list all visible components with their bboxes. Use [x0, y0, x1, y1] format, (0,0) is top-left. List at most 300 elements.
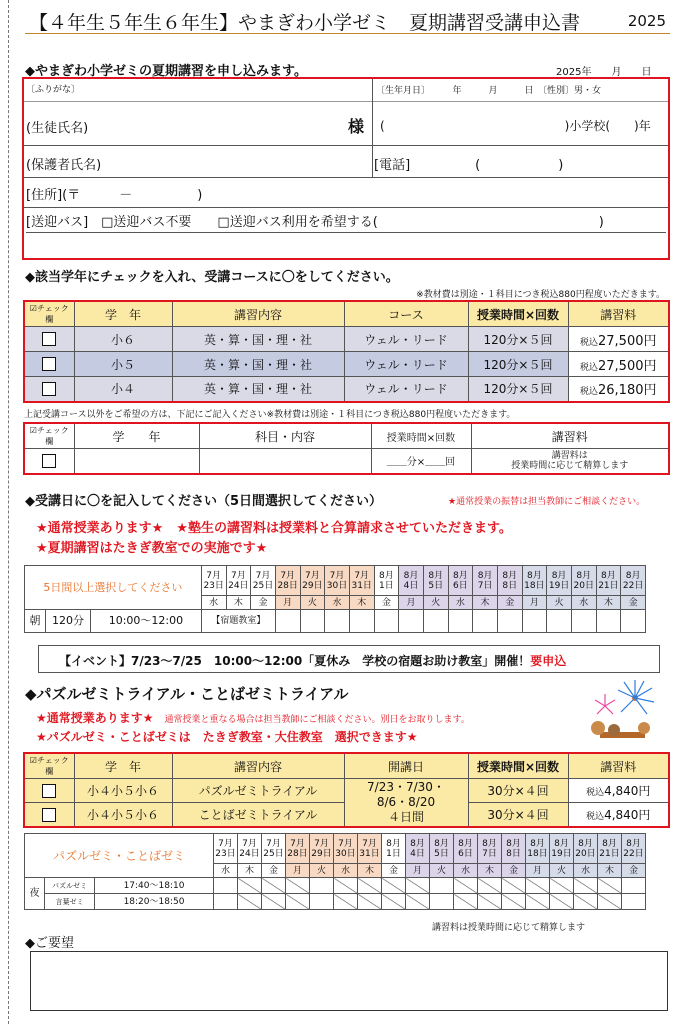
slot-cell[interactable] — [214, 878, 238, 894]
calendar-date-cell — [574, 834, 598, 864]
calendar-day: 7日 — [482, 848, 497, 859]
slot-cell[interactable] — [310, 878, 334, 894]
calendar-month: 8月 — [625, 570, 641, 581]
slot-cell[interactable] — [300, 610, 325, 633]
calendar-date-cell — [325, 566, 350, 596]
phone-label: [電話] ( ) — [374, 158, 564, 173]
bus-label: [送迎バス] □送迎バス不要 □送迎バス利用を希望する( ) — [26, 215, 604, 230]
other-time-input[interactable]: ＿＿分×＿＿回 — [371, 449, 471, 474]
calendar-weekday: 水 — [448, 596, 473, 610]
birth-gender-field[interactable] — [372, 79, 668, 102]
puzzle-th-grade: 学 年 — [74, 753, 172, 779]
puzzle-grade: 小４小５小６ — [74, 803, 172, 827]
calendar-weekday: 木 — [358, 864, 382, 878]
calendar-month: 8月 — [458, 838, 473, 849]
puzzle-check-2[interactable] — [24, 803, 74, 827]
course-time: 120分×５回 — [468, 327, 568, 352]
calendar-date-cell — [214, 834, 238, 864]
course-heading: ◆該当学年にチェックを入れ、受講コースに〇をしてください。 — [25, 270, 399, 285]
fee-prefix: 税込 — [579, 387, 598, 398]
school-field[interactable] — [372, 101, 668, 146]
slot-cell — [478, 894, 502, 910]
calendar-day: 6日 — [458, 848, 473, 859]
puzzle-period: 夜 — [25, 878, 45, 910]
calendar-weekday: 金 — [622, 864, 646, 878]
furigana-label: 〔ふりがな〕 — [26, 85, 81, 95]
calendar-date-cell — [430, 834, 454, 864]
course-check-4[interactable] — [24, 377, 74, 402]
calendar-date-cell — [226, 566, 251, 596]
slot-cell[interactable] — [621, 610, 646, 633]
slot-cell[interactable] — [214, 894, 238, 910]
other-th-fee: 講習料 — [471, 423, 669, 449]
checkbox-icon[interactable] — [42, 454, 56, 468]
calendar-month: 7月 — [338, 838, 353, 849]
schedule-calendar — [24, 565, 646, 633]
calendar-weekday: 金 — [621, 596, 646, 610]
slot-cell[interactable] — [547, 610, 572, 633]
calendar-month: 7月 — [266, 838, 281, 849]
birth-label: 〔生年月日〕 年 月 日 〔性別〕男・女 — [376, 86, 602, 96]
calendar-day: 8日 — [502, 580, 518, 591]
puzzle-sub2-name: 言葉ゼミ — [45, 894, 95, 910]
calendar-date-cell — [547, 566, 572, 596]
calendar-weekday: 木 — [349, 596, 374, 610]
calendar-date-cell — [262, 834, 286, 864]
fireworks-illustration — [580, 676, 660, 746]
calendar-month: 8月 — [506, 838, 521, 849]
slot-cell — [334, 878, 358, 894]
calendar-date-cell — [497, 566, 522, 596]
slot-cell[interactable] — [448, 610, 473, 633]
calendar-month: 8月 — [386, 838, 401, 849]
calendar-weekday: 木 — [473, 596, 498, 610]
calendar-month: 8月 — [530, 838, 545, 849]
calendar-day: 31日 — [359, 848, 380, 859]
calendar-day: 30日 — [335, 848, 356, 859]
calendar-date-cell — [310, 834, 334, 864]
slot-cell[interactable] — [349, 610, 374, 633]
slot-cell[interactable] — [622, 894, 646, 910]
puzzle-sub1-time: 17:40〜18:10 — [95, 878, 214, 894]
calendar-date-cell — [502, 834, 526, 864]
puzzle-th-content: 講習内容 — [172, 753, 344, 779]
slot-cell — [526, 878, 550, 894]
calendar-date-cell — [622, 834, 646, 864]
schedule-notice-2: ★夏期講習はたきぎ教室での実施です★ — [36, 541, 268, 556]
course-check-5[interactable] — [24, 352, 74, 377]
calendar-day: 21日 — [599, 848, 620, 859]
course-th-fee: 講習料 — [568, 301, 669, 327]
calendar-weekday: 月 — [399, 596, 424, 610]
calendar-month: 7月 — [362, 838, 377, 849]
school-label: ( )小学校( )年 — [380, 119, 651, 133]
slot-cell — [598, 894, 622, 910]
calendar-date-cell — [478, 834, 502, 864]
calendar-day: 31日 — [351, 580, 372, 591]
calendar-weekday: 月 — [286, 864, 310, 878]
slot-cell[interactable] — [310, 894, 334, 910]
table-row — [24, 352, 669, 377]
calendar-day: 20日 — [573, 580, 594, 591]
calendar-date-cell — [473, 566, 498, 596]
calendar-slot-row-2 — [25, 894, 646, 910]
fee-value: 4,840円 — [604, 808, 651, 823]
puzzle-table — [23, 752, 670, 828]
calendar-month: 8月 — [482, 838, 497, 849]
slot-duration: 120分 — [46, 610, 91, 632]
other-th-subject: 科目・内容 — [199, 423, 371, 449]
course-course: ウェル・リード — [344, 327, 468, 352]
other-fee-text: 講習料は 授業時間に応じて精算します — [471, 449, 669, 474]
slot-cell[interactable] — [571, 610, 596, 633]
fee-value: 27,500円 — [598, 333, 657, 349]
slot-cell — [238, 878, 262, 894]
event-banner — [38, 645, 660, 673]
calendar-date-cell — [382, 834, 406, 864]
bus-note-field[interactable] — [26, 232, 666, 257]
calendar-weekday: 水 — [571, 596, 596, 610]
calendar-month: 7月 — [230, 570, 246, 581]
course-th-check: ☑チェック欄 — [24, 301, 74, 327]
slot-cell — [478, 878, 502, 894]
slot-info — [25, 610, 202, 633]
schedule-side-note: ★通常授業の振替は担当教師にご相談ください。 — [448, 497, 646, 507]
puzzle-th-time: 授業時間×回数 — [468, 753, 568, 779]
checkbox-icon[interactable] — [42, 808, 56, 822]
other-th-check: ☑チェック欄 — [24, 423, 74, 449]
apply-date: 2025年 月 日 — [556, 67, 652, 78]
other-subject-input[interactable] — [199, 449, 371, 474]
other-th-time: 授業時間×回数 — [371, 423, 471, 449]
checkbox-icon[interactable] — [42, 332, 56, 346]
table-row — [24, 449, 669, 474]
slot-cell[interactable] — [275, 610, 300, 633]
calendar-month: 8月 — [502, 570, 518, 581]
puzzle-th-fee: 講習料 — [568, 753, 669, 779]
calendar-weekday: 火 — [547, 596, 572, 610]
calendar-weekday: 水 — [574, 864, 598, 878]
course-course: ウェル・リード — [344, 352, 468, 377]
furigana-field[interactable] — [24, 79, 373, 102]
calendar-weekday: 水 — [201, 596, 226, 610]
course-check-6[interactable] — [24, 327, 74, 352]
slot-cell — [406, 878, 430, 894]
slot-cell — [502, 878, 526, 894]
student-name-label: (生徒氏名) — [26, 121, 89, 136]
table-row — [24, 327, 669, 352]
calendar-month: 7月 — [242, 838, 257, 849]
slot-cell — [574, 894, 598, 910]
request-textarea[interactable] — [30, 951, 668, 1011]
calendar-month: 8月 — [554, 838, 569, 849]
puzzle-dates: 7/23・7/30・ 8/6・8/20 ４日間 — [344, 779, 468, 828]
calendar-date-cell — [275, 566, 300, 596]
puzzle-notice-1-small: 通常授業と重なる場合は担当教師にご相談ください。別日をお取りします。 — [164, 715, 470, 725]
puzzle-time: 30分×４回 — [468, 779, 568, 803]
calendar-weekday: 月 — [275, 596, 300, 610]
slot-cell — [526, 894, 550, 910]
slot-cell — [262, 894, 286, 910]
puzzle-fee — [568, 779, 669, 803]
other-check[interactable] — [24, 449, 74, 474]
puzzle-check-1[interactable] — [24, 779, 74, 803]
slot-cell — [382, 878, 406, 894]
puzzle-time: 30分×４回 — [468, 803, 568, 827]
fee-prefix: 税込 — [586, 812, 605, 823]
calendar-date-cell — [334, 834, 358, 864]
calendar-date-row — [25, 566, 646, 596]
calendar-weekday: 金 — [262, 864, 286, 878]
fee-prefix: 税込 — [579, 337, 598, 348]
slot-cell[interactable] — [622, 878, 646, 894]
checkbox-icon[interactable] — [42, 357, 56, 371]
slot-cell — [358, 894, 382, 910]
calendar-day: 20日 — [575, 848, 596, 859]
calendar-month: 8月 — [403, 570, 419, 581]
calendar-month: 8月 — [527, 570, 542, 581]
phone-field[interactable] — [372, 145, 668, 178]
calendar-day: 6日 — [453, 580, 468, 591]
course-fee — [568, 327, 669, 352]
course-content: 英・算・国・理・社 — [172, 327, 344, 352]
calendar-weekday: 月 — [406, 864, 430, 878]
guardian-label: (保護者氏名) — [26, 158, 102, 173]
slot-cell — [382, 894, 406, 910]
calendar-day: 24日 — [239, 848, 260, 859]
applicant-form — [22, 77, 670, 260]
calendar-day: 1日 — [386, 848, 401, 859]
course-th-grade: 学 年 — [74, 301, 172, 327]
calendar-date-cell — [621, 566, 646, 596]
slot-cell[interactable] — [374, 610, 399, 633]
calendar-weekday: 水 — [334, 864, 358, 878]
calendar-date-row — [25, 834, 646, 864]
slot-time: 10:00〜12:00 — [108, 614, 184, 627]
other-grade-input[interactable] — [74, 449, 199, 474]
calendar-date-cell — [598, 834, 622, 864]
calendar-month: 8月 — [379, 570, 394, 581]
event-cta[interactable]: 要申込 — [530, 654, 567, 668]
calendar-label: 5日間以上選択してください — [25, 566, 202, 610]
puzzle-calendar-label: パズルゼミ・ことばゼミ — [25, 834, 214, 878]
sama-label: 様 — [347, 117, 364, 136]
page-title: 【４年生５年生６年生】やまぎわ小学ゼミ 夏期講習受講申込書 — [29, 12, 581, 34]
calendar-month: 8月 — [453, 570, 468, 581]
slot-cell[interactable] — [473, 610, 498, 633]
calendar-day: 25日 — [252, 580, 274, 591]
bus-field[interactable] — [24, 207, 668, 232]
puzzle-grade: 小４小５小６ — [74, 779, 172, 803]
slot-cell[interactable] — [423, 610, 448, 633]
calendar-month: 8月 — [578, 838, 593, 849]
checkbox-icon[interactable] — [42, 784, 56, 798]
calendar-date-cell — [251, 566, 276, 596]
calendar-month: 7月 — [329, 570, 345, 581]
guardian-name-field[interactable] — [24, 145, 373, 178]
table-row — [24, 377, 669, 402]
table-row — [24, 779, 669, 803]
calendar-month: 7月 — [255, 570, 271, 581]
calendar-day: 30日 — [326, 580, 348, 591]
slot-cell — [574, 878, 598, 894]
fee-value: 26,180円 — [598, 383, 657, 399]
puzzle-fee — [568, 803, 669, 827]
calendar-weekday: 金 — [374, 596, 399, 610]
calendar-weekday: 木 — [238, 864, 262, 878]
calendar-date-cell — [550, 834, 574, 864]
slot-cell[interactable] — [596, 610, 621, 633]
slot-cell — [454, 878, 478, 894]
slot-period: 朝 — [25, 610, 46, 632]
course-table — [23, 300, 670, 403]
slot-cell — [286, 878, 310, 894]
calendar-month: 8月 — [551, 570, 567, 581]
calendar-weekday: 木 — [596, 596, 621, 610]
calendar-month: 8月 — [428, 570, 444, 581]
calendar-weekday: 月 — [526, 864, 550, 878]
course-content: 英・算・国・理・社 — [172, 377, 344, 402]
calendar-day: 28日 — [277, 580, 298, 591]
calendar-month: 7月 — [280, 570, 296, 581]
fee-value: 27,500円 — [598, 358, 657, 374]
calendar-day: 25日 — [263, 848, 284, 859]
calendar-day: 22日 — [622, 580, 644, 591]
calendar-day: 4日 — [403, 580, 419, 591]
puzzle-notice-1-main: ★通常授業あります★ — [36, 711, 154, 725]
course-grade: 小４ — [74, 377, 172, 402]
calendar-weekday: 月 — [522, 596, 547, 610]
calendar-date-cell — [300, 566, 325, 596]
course-th-course: コース — [344, 301, 468, 327]
checkbox-icon[interactable] — [42, 382, 56, 396]
other-course-note: 上記受講コース以外をご希望の方は、下記にご記入ください※教材費は別途・１科目につき税込880円程度いただきます。 — [24, 410, 516, 420]
calendar-date-cell — [286, 834, 310, 864]
calendar-date-cell — [448, 566, 473, 596]
calendar-weekday: 木 — [598, 864, 622, 878]
calendar-date-cell — [374, 566, 399, 596]
calendar-date-cell — [522, 566, 547, 596]
calendar-date-cell — [201, 566, 226, 596]
calendar-day: 23日 — [215, 848, 236, 859]
puzzle-footer-note: 講習料は授業時間に応じて精算します — [432, 923, 586, 933]
calendar-weekday: 水 — [325, 596, 350, 610]
course-th-content: 講習内容 — [172, 301, 344, 327]
slot-cell[interactable] — [430, 878, 454, 894]
calendar-day: 5日 — [434, 848, 449, 859]
calendar-day: 4日 — [410, 848, 425, 859]
slot-cell — [262, 878, 286, 894]
course-fee — [568, 352, 669, 377]
calendar-month: 8月 — [434, 838, 449, 849]
request-heading: ◆ご要望 — [25, 936, 74, 951]
title-year: 2025 — [627, 12, 666, 30]
calendar-date-cell — [406, 834, 430, 864]
course-grade: 小５ — [74, 352, 172, 377]
puzzle-th-check: ☑チェック欄 — [24, 753, 74, 779]
course-material-note: ※教材費は別途・１科目につき税込880円程度いただきます。 — [416, 290, 665, 300]
address-field[interactable] — [24, 177, 668, 208]
course-grade: 小６ — [74, 327, 172, 352]
student-name-field[interactable] — [24, 101, 373, 146]
calendar-weekday: 木 — [478, 864, 502, 878]
calendar-weekday: 金 — [497, 596, 522, 610]
slot-cell — [406, 894, 430, 910]
cut-line — [8, 0, 9, 1024]
slot-cell — [358, 878, 382, 894]
other-course-table — [23, 422, 670, 475]
slot-cell — [550, 878, 574, 894]
calendar-date-cell — [238, 834, 262, 864]
puzzle-notice-1 — [36, 709, 470, 726]
puzzle-content: パズルゼミトライアル — [172, 779, 344, 803]
calendar-weekday: 木 — [226, 596, 251, 610]
slot-cell — [598, 878, 622, 894]
calendar-month: 8月 — [626, 838, 641, 849]
calendar-month: 7月 — [304, 570, 320, 581]
apply-intro: ◆やまぎわ小学ゼミの夏期講習を申し込みます。 — [25, 64, 307, 79]
calendar-month: 7月 — [290, 838, 305, 849]
calendar-weekday: 水 — [454, 864, 478, 878]
calendar-day: 29日 — [302, 580, 323, 591]
calendar-weekday: 金 — [502, 864, 526, 878]
calendar-month: 7月 — [206, 570, 222, 581]
calendar-month: 7月 — [314, 838, 329, 849]
course-fee — [568, 377, 669, 402]
calendar-date-cell — [349, 566, 374, 596]
calendar-day: 5日 — [428, 580, 444, 591]
fee-prefix: 税込 — [579, 362, 598, 373]
slot-note: 【宿題教室】 — [201, 610, 275, 633]
calendar-slot-row — [25, 610, 646, 633]
slot-cell[interactable] — [522, 610, 547, 633]
puzzle-notice-2: ★パズルゼミ・ことばゼミは たきぎ教室・大住教室 選択できます★ — [36, 730, 418, 744]
puzzle-th-dates: 開講日 — [344, 753, 468, 779]
course-time: 120分×５回 — [468, 352, 568, 377]
calendar-weekday: 火 — [310, 864, 334, 878]
calendar-slot-row-1 — [25, 878, 646, 894]
slot-cell — [454, 894, 478, 910]
calendar-day: 19日 — [548, 580, 570, 591]
slot-cell[interactable] — [430, 894, 454, 910]
puzzle-calendar — [24, 833, 646, 910]
address-label: [住所](〒 － ) — [26, 188, 203, 203]
course-content: 英・算・国・理・社 — [172, 352, 344, 377]
slot-cell[interactable] — [399, 610, 424, 633]
puzzle-sub2-time: 18:20〜18:50 — [95, 894, 214, 910]
calendar-day: 7日 — [477, 580, 493, 591]
calendar-day: 18日 — [527, 848, 548, 859]
course-time: 120分×５回 — [468, 377, 568, 402]
other-th-grade: 学 年 — [74, 423, 199, 449]
calendar-weekday: 火 — [423, 596, 448, 610]
fee-value: 4,840円 — [604, 784, 651, 799]
slot-cell[interactable] — [325, 610, 350, 633]
title-bar — [25, 5, 670, 34]
slot-cell[interactable] — [497, 610, 522, 633]
calendar-day: 24日 — [228, 580, 249, 591]
calendar-weekday: 金 — [382, 864, 406, 878]
calendar-month: 8月 — [477, 570, 493, 581]
puzzle-content: ことばゼミトライアル — [172, 803, 344, 827]
calendar-weekday: 金 — [251, 596, 276, 610]
calendar-day: 23日 — [203, 580, 224, 591]
calendar-date-cell — [423, 566, 448, 596]
calendar-month: 8月 — [602, 838, 617, 849]
calendar-weekday: 水 — [214, 864, 238, 878]
puzzle-sub1-name: パズルゼミ — [45, 878, 95, 894]
schedule-notice-1: ★通常授業あります★ ★塾生の講習料は授業料と合算請求させていただきます。 — [36, 521, 512, 536]
